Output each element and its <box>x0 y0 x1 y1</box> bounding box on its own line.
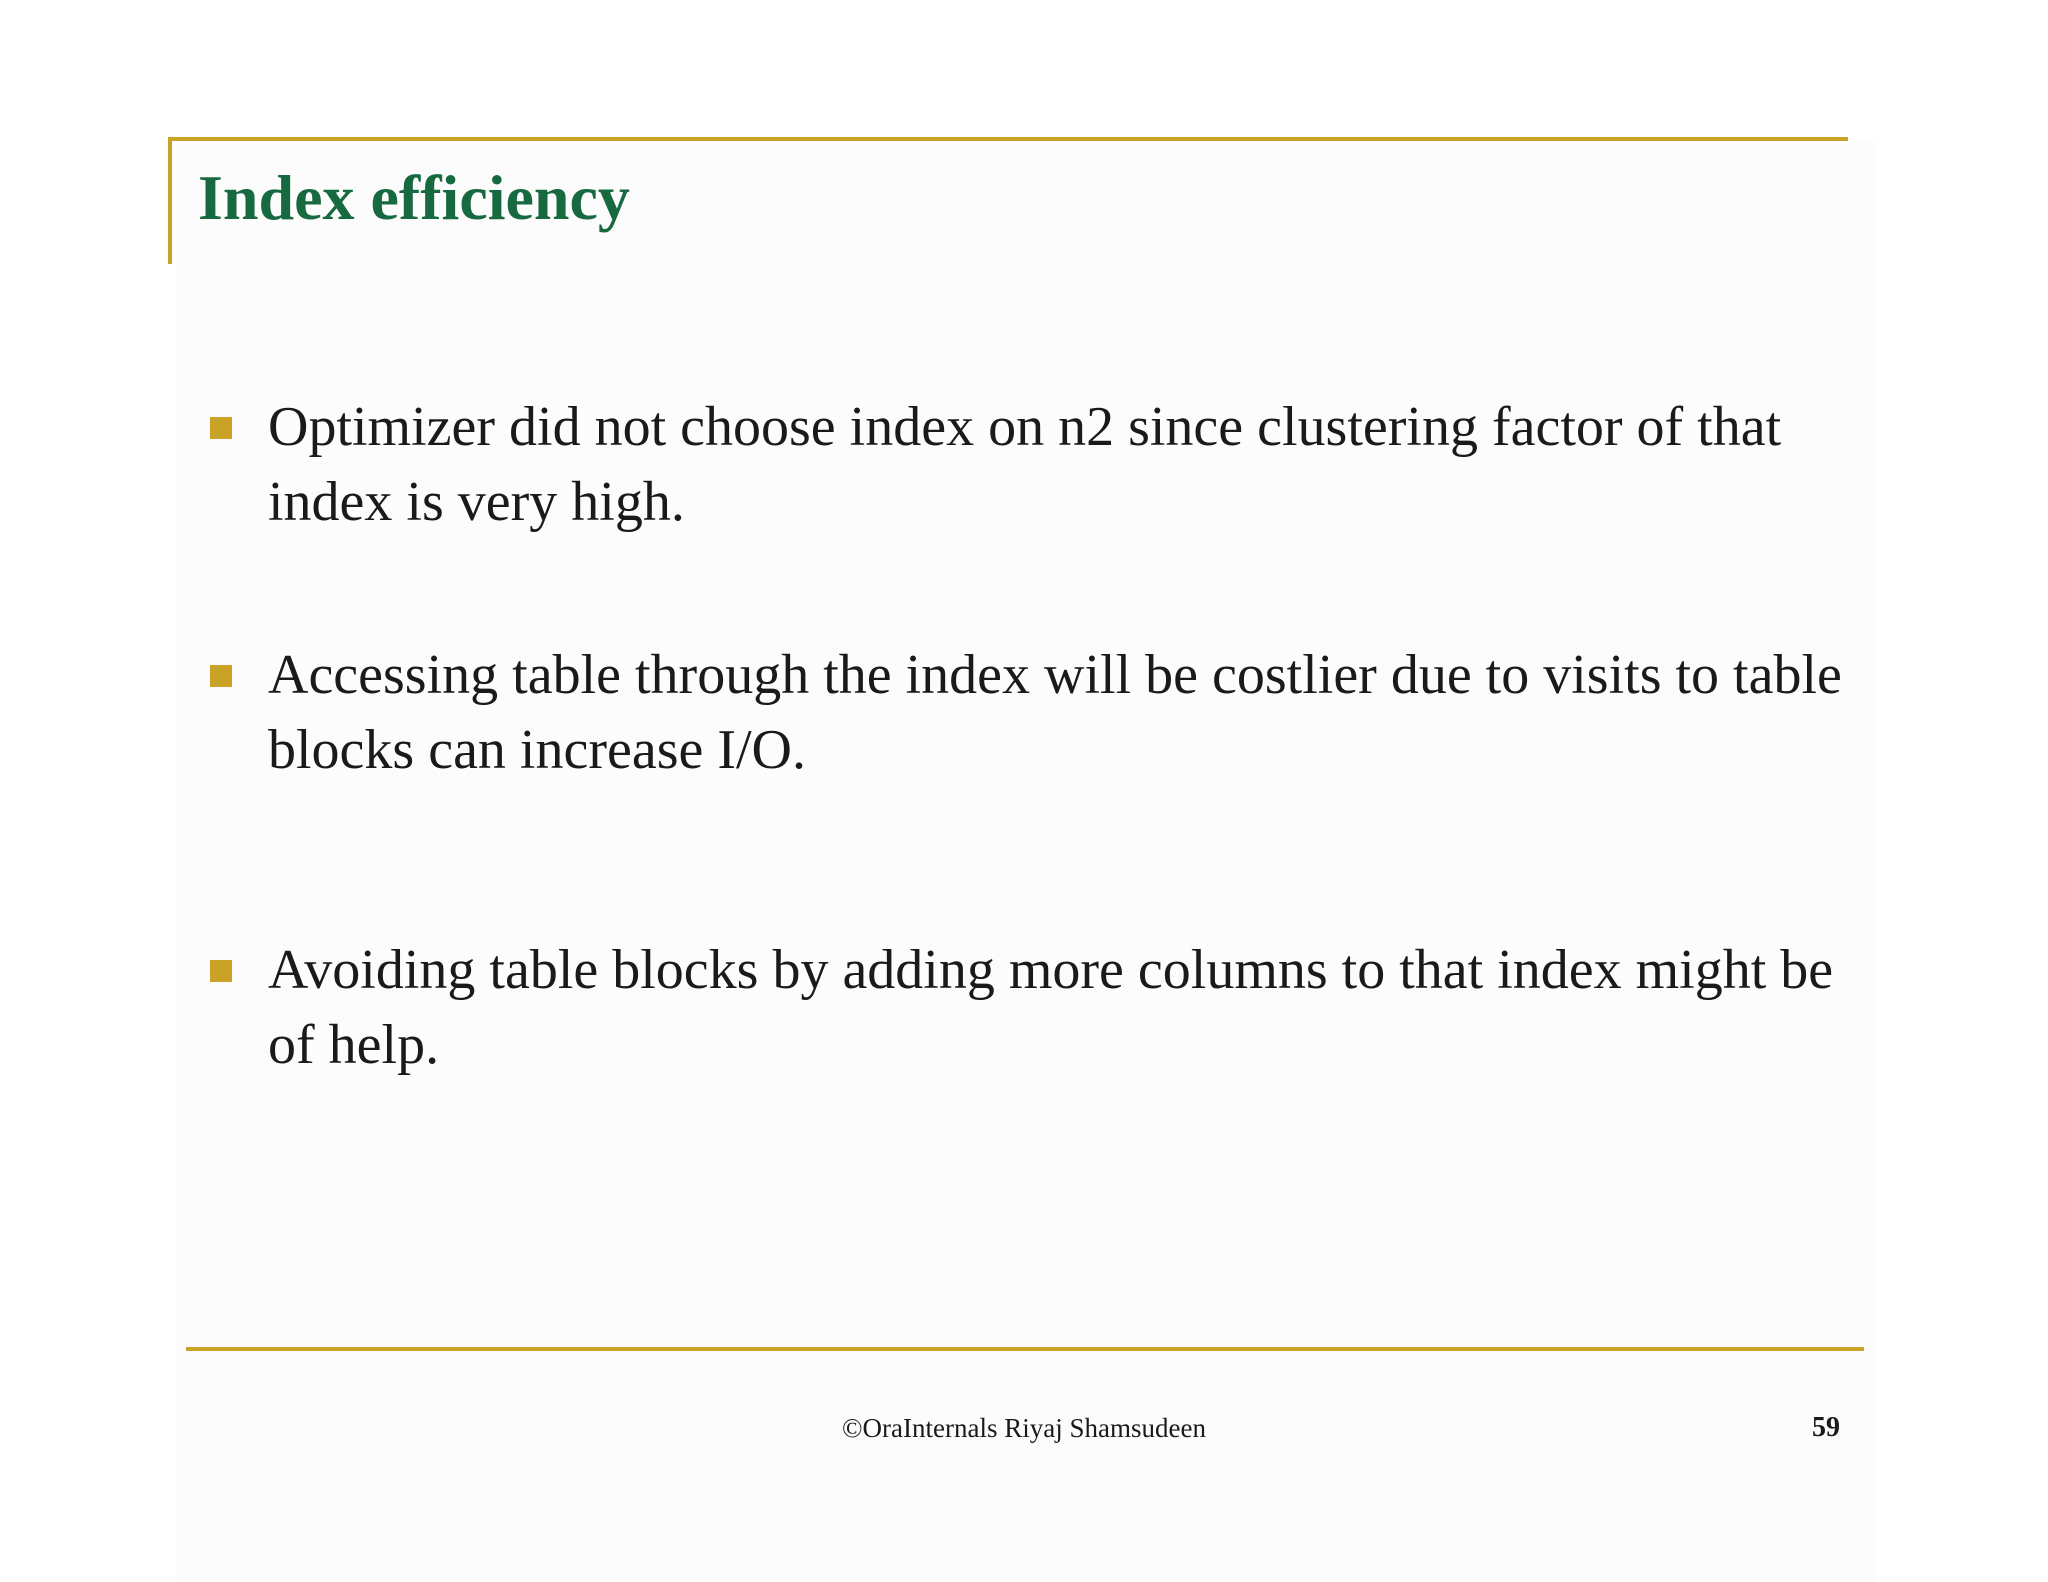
title-left-rule <box>168 137 172 264</box>
title-top-rule <box>168 137 1848 141</box>
footer-credit: ©OraInternals Riyaj Shamsudeen <box>842 1413 1206 1443</box>
bullet-text: Optimizer did not choose index on n2 since clustering factor of that index is very high. <box>268 396 1782 533</box>
bullet-text: Accessing table through the index will be costlier due to visits to table blocks can increase I/O. <box>268 644 1842 781</box>
footer-rule <box>186 1347 1864 1351</box>
square-bullet-icon <box>210 960 232 982</box>
square-bullet-icon <box>210 417 232 439</box>
page-number: 59 <box>1812 1412 1840 1443</box>
slide-title: Index efficiency <box>198 162 630 233</box>
bullet-text: Avoiding table blocks by adding more columns to that index might be of help. <box>268 939 1834 1076</box>
slide-body-background <box>175 140 1875 1582</box>
square-bullet-icon <box>210 665 232 687</box>
